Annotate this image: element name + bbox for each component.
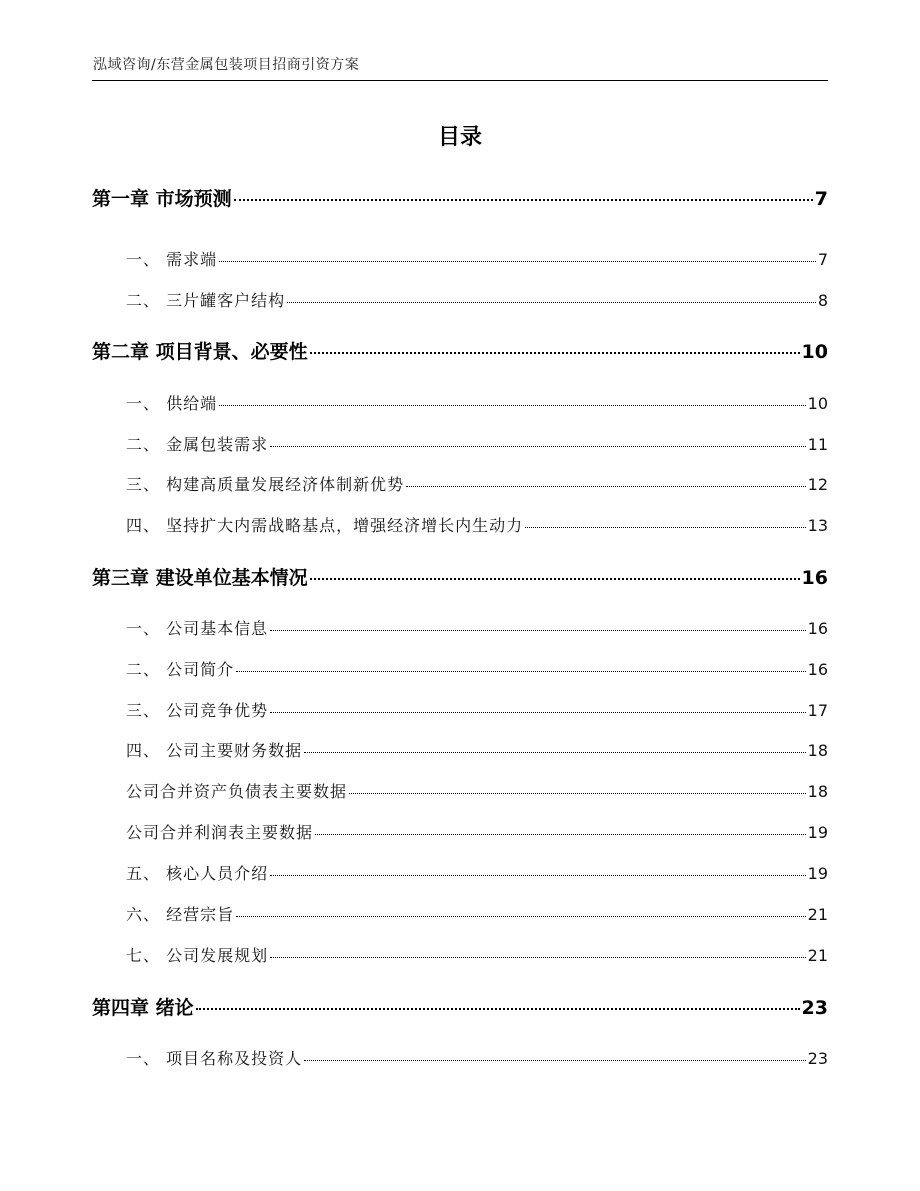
toc-label: 二、 金属包装需求 — [126, 435, 269, 454]
toc-section[interactable] — [126, 861, 828, 884]
toc-label: 五、 核心人员介绍 — [126, 864, 269, 883]
toc-label: 第三章 建设单位基本情况 — [92, 567, 308, 589]
toc-label: 第二章 项目背景、必要性 — [92, 341, 308, 363]
dot-leader — [525, 527, 806, 528]
dot-leader — [236, 916, 806, 917]
toc-section[interactable] — [126, 513, 828, 536]
toc-chapter-3[interactable] — [92, 563, 828, 590]
toc-page-number: 18 — [807, 782, 828, 801]
toc-label: 六、 经营宗旨 — [126, 905, 235, 924]
toc-label: 三、 构建高质量发展经济体制新优势 — [126, 475, 405, 494]
toc-section[interactable] — [126, 288, 828, 311]
page-title: 目录 — [437, 125, 482, 150]
dot-leader — [304, 1060, 806, 1061]
toc-section[interactable] — [126, 943, 828, 966]
toc-subsection[interactable] — [126, 779, 828, 802]
dot-leader — [270, 957, 806, 958]
toc-section[interactable] — [126, 472, 828, 495]
toc-section[interactable] — [126, 657, 828, 680]
dot-leader — [236, 671, 806, 672]
toc-page-number: 10 — [807, 394, 828, 413]
toc-label: 第一章 市场预测 — [92, 188, 232, 210]
toc-page-number: 23 — [801, 997, 828, 1019]
toc-page-number: 8 — [817, 291, 828, 310]
dot-leader — [287, 302, 816, 303]
dot-leader — [349, 793, 806, 794]
dot-leader — [270, 875, 806, 876]
dot-leader — [270, 446, 806, 447]
toc-chapter-1[interactable] — [92, 184, 828, 211]
toc-page-number: 13 — [807, 516, 828, 535]
toc-label: 四、 公司主要财务数据 — [126, 741, 303, 760]
toc-label: 二、 公司简介 — [126, 660, 235, 679]
toc-label: 二、 三片罐客户结构 — [126, 291, 286, 310]
toc-label: 三、 公司竞争优势 — [126, 701, 269, 720]
toc-page-number: 19 — [807, 823, 828, 842]
toc-page-number: 10 — [801, 341, 828, 363]
toc-label: 一、 项目名称及投资人 — [126, 1049, 303, 1068]
toc-label: 第四章 绪论 — [92, 997, 194, 1019]
dot-leader — [315, 834, 806, 835]
toc-page-number: 7 — [817, 250, 828, 269]
toc-page-number: 21 — [807, 946, 828, 965]
dot-leader — [310, 352, 800, 354]
header-rule — [92, 80, 828, 81]
toc-page-number: 12 — [807, 475, 828, 494]
toc-page-number: 16 — [801, 567, 828, 589]
dot-leader — [310, 578, 800, 580]
toc-page-number: 23 — [807, 1049, 828, 1068]
toc-page-number: 11 — [807, 435, 828, 454]
dot-leader — [219, 405, 806, 406]
toc-label: 七、 公司发展规划 — [126, 946, 269, 965]
toc-section[interactable] — [126, 616, 828, 639]
dot-leader — [270, 630, 806, 631]
running-header: 泓域咨询/东营金属包装项目招商引资方案 — [93, 57, 360, 73]
toc-label: 一、 供给端 — [126, 394, 218, 413]
dot-leader — [234, 199, 813, 201]
dot-leader — [270, 712, 806, 713]
toc-page-number: 19 — [807, 864, 828, 883]
toc-section[interactable] — [126, 391, 828, 414]
toc-label: 公司合并利润表主要数据 — [126, 823, 314, 842]
dot-leader — [219, 261, 816, 262]
dot-leader — [304, 752, 806, 753]
dot-leader — [406, 486, 806, 487]
toc-chapter-2[interactable] — [92, 337, 828, 364]
toc-section[interactable] — [126, 432, 828, 455]
toc-page-number: 7 — [814, 188, 828, 210]
toc-label: 公司合并资产负债表主要数据 — [126, 782, 348, 801]
toc-chapter-4[interactable] — [92, 993, 828, 1020]
toc-label: 四、 坚持扩大内需战略基点，增强经济增长内生动力 — [126, 516, 524, 535]
toc-page-number: 21 — [807, 905, 828, 924]
toc-subsection[interactable] — [126, 820, 828, 843]
toc-page-number: 16 — [807, 619, 828, 638]
toc-section[interactable] — [126, 247, 828, 270]
toc-section[interactable] — [126, 738, 828, 761]
toc-page-number: 17 — [807, 701, 828, 720]
toc-page-number: 16 — [807, 660, 828, 679]
dot-leader — [196, 1008, 800, 1010]
toc-section[interactable] — [126, 1046, 828, 1069]
toc-label: 一、 需求端 — [126, 250, 218, 269]
toc-page-number: 18 — [807, 741, 828, 760]
toc-label: 一、 公司基本信息 — [126, 619, 269, 638]
toc-section[interactable] — [126, 698, 828, 721]
toc-section[interactable] — [126, 902, 828, 925]
